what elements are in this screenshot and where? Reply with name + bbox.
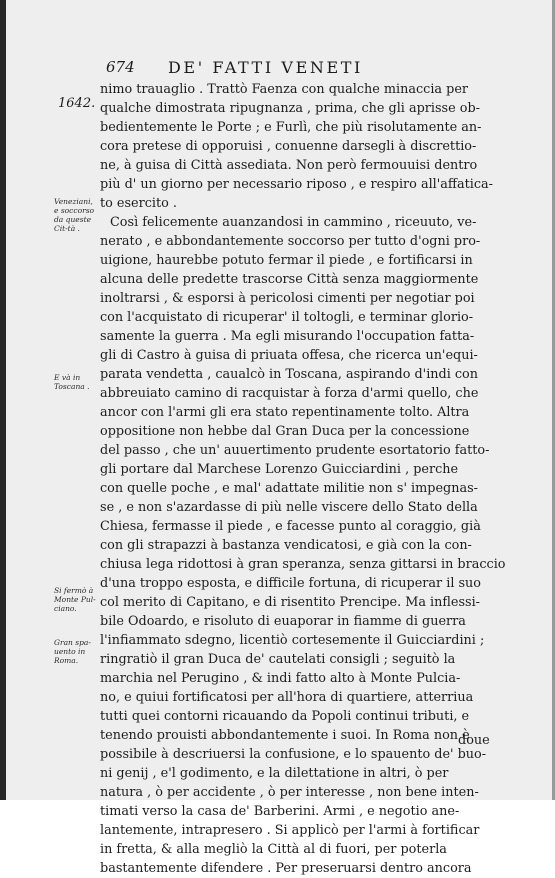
text-line: chiusa lega ridottosi à gran speranza, senza gittarsi in braccio — [100, 557, 506, 572]
text-line: bedientemente le Porte ; e Furlì, che più risolutamente an- — [100, 120, 482, 135]
text-line: l'infiammato sdegno, licentiò cortesemente il Guicciardini ; — [100, 633, 485, 648]
text-line: timati verso la casa de' Barberini. Armi , e negotio ane- — [100, 804, 460, 819]
text-line: uigione, haurebbe potuto fermar il piede , e fortificarsi in — [100, 253, 473, 268]
text-line: cora pretese di opporuisi , conuenne darsegli à discrettio- — [100, 139, 477, 154]
marginal-note: E và in Toscana . — [54, 373, 90, 391]
marginal-note: Gran spa-uento in Roma. — [54, 638, 91, 665]
marginal-note: Veneziani, e soccorso da queste Cit-tà . — [54, 197, 95, 233]
page-header — [106, 58, 506, 80]
text-line: no, e quiui fortificatosi per all'hora di quartiere, atterriua — [100, 690, 474, 705]
text-line: con l'acquistato di ricuperar' il toltogli, e terminar glorio- — [100, 310, 474, 325]
text-line: ringratiò il gran Duca de' cautelati consigli ; seguitò la — [100, 652, 456, 667]
text-line: natura , ò per accidente , ò per interesse , non bene inten- — [100, 785, 479, 800]
text-line: ni genij , e'l godimento, e la dilettatione in altri, ò per — [100, 766, 449, 781]
text-line: gli di Castro à guisa di priuata offesa, che ricerca un'equi- — [100, 348, 478, 363]
catchword: doue — [458, 733, 490, 748]
text-line: con gli strapazzi à bastanza vendicatosi, e già con la con- — [100, 538, 472, 553]
text-line: tutti quei contorni ricauando da Popoli continui tributi, e — [100, 709, 470, 724]
text-line: inoltrarsi , & esporsi à pericolosi cimenti per negotiar poi — [100, 291, 475, 306]
text-line: gli portare dal Marchese Lorenzo Guicciardini , perche — [100, 462, 459, 477]
text-line: con quelle poche , e mal' adattate militie non s' impegnas- — [100, 481, 478, 496]
text-line: ancor con l'armi gli era stato repentinamente tolto. Altra — [100, 405, 470, 420]
text-line: Così felicemente auanzandosi in cammino , riceuuto, ve- — [110, 215, 477, 230]
text-line: più d' un giorno per necessario riposo , e respiro all'affatica- — [100, 177, 493, 192]
text-line: qualche dimostrata ripugnanza , prima, che gli aprisse ob- — [100, 101, 480, 116]
text-line: col merito di Capitano, e di risentito Prencipe. Ma inflessi- — [100, 595, 481, 610]
text-line: del passo , che un' auuertimento prudente esortatorio fatto- — [100, 443, 490, 458]
text-line: alcuna delle predette trascorse Città senza maggiormente — [100, 272, 479, 287]
page-number: 674 — [106, 58, 135, 76]
text-line: in fretta, & alla megliò la Città al di fuori, per poterla — [100, 842, 447, 857]
text-line: ne, à guisa di Città assediata. Non però fermouuisi dentro — [100, 158, 478, 173]
text-line: oppositione non hebbe dal Gran Duca per la concessione — [100, 424, 470, 439]
text-line: bastantemente difendere . Per preseruarsi dentro ancora — [100, 861, 472, 876]
text-line: nerato , e abbondantemente soccorso per tutto d'ogni pro- — [100, 234, 481, 249]
text-line: to esercito . — [100, 196, 177, 211]
text-line: marchia nel Perugino , & indi fatto alto à Monte Pulcia- — [100, 671, 461, 686]
text-line: possibile à descriuersi la confusione, e lo spauento de' buo- — [100, 747, 487, 762]
text-line: se , e non s'azardasse di più nelle viscere dello Stato della — [100, 500, 478, 515]
year-marginal: 1642. — [58, 96, 96, 111]
text-line: tenendo prouisti abbondantemente i suoi. In Roma non è — [100, 728, 470, 743]
text-line: lantemente, intrapresero . Si applicò per l'armi à fortificar — [100, 823, 480, 838]
text-line: parata vendetta , caualcò in Toscana, aspirando d'indi con — [100, 367, 478, 382]
marginal-note: Si fermò à Monte Pul-ciano. — [54, 586, 96, 613]
text-line: Chiesa, fermasse il piede , e facesse punto al coraggio, già — [100, 519, 481, 534]
running-head: DE' FATTI VENETI — [168, 58, 363, 77]
text-line: d'una troppo esposta, e difficile fortuna, di ricuperar il suo — [100, 576, 482, 591]
text-line: abbreuiato camino di racquistar à forza d'armi quello, che — [100, 386, 479, 401]
body-text — [100, 80, 506, 878]
text-line: bile Odoardo, e risoluto di euaporar in fiamme di guerra — [100, 614, 466, 629]
text-line: samente la guerra . Ma egli misurando l'occupation fatta- — [100, 329, 475, 344]
text-line: nimo trauaglio . Trattò Faenza con qualche minaccia per — [100, 82, 469, 97]
